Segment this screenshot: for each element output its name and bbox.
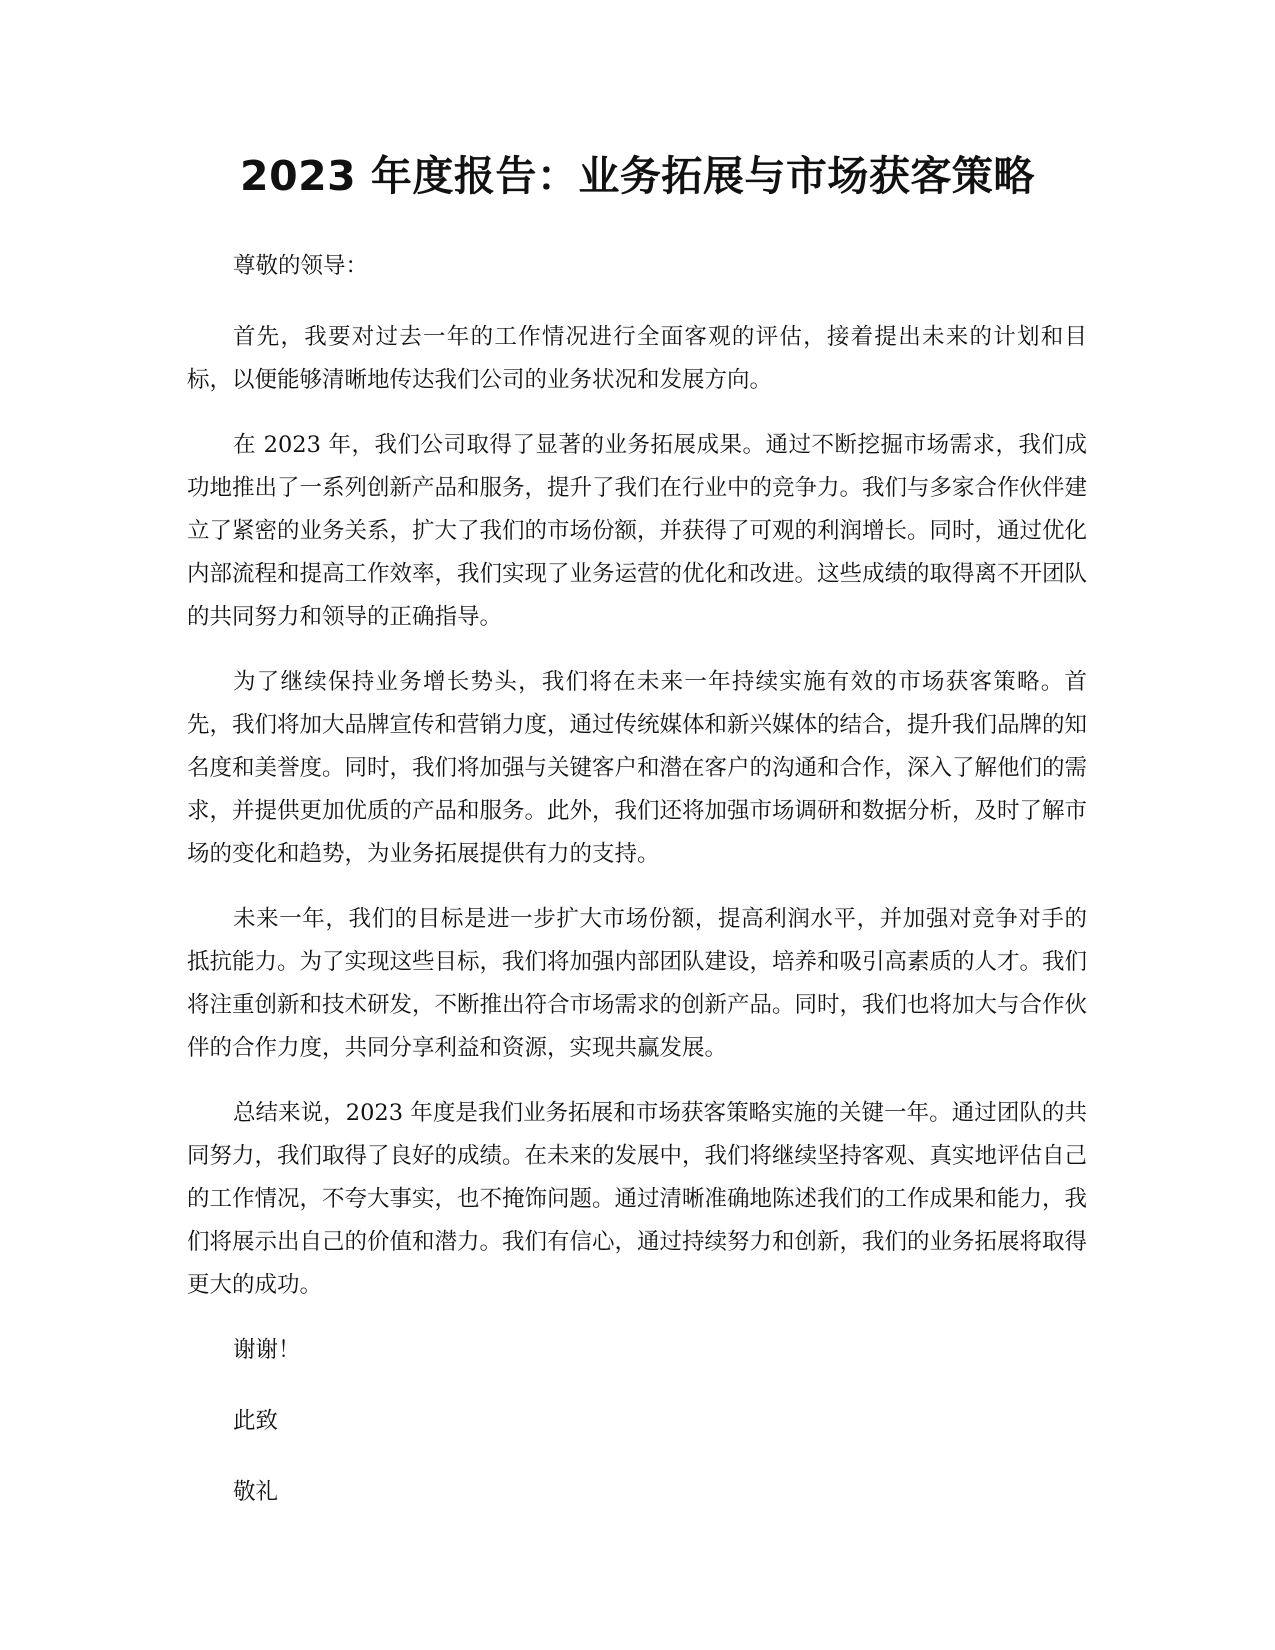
page-title: 2023 年度报告：业务拓展与市场获客策略 (240, 152, 1035, 200)
closing-regards-2: 敬礼 (233, 1479, 279, 1505)
paragraph-goals: 未来一年，我们的目标是进一步扩大市场份额，提高利润水平，并加强对竞争对手的抵抗能力。为了实现这些目标，我们将加强内部团队建设，培养和吸引高素质的人才。我们将注重创新和技术研发，不断推出符合市场需求的创新产品。同时，我们也将加大与合作伙伴的合作力度，共同分享利益和资源，实现共赢发展。 (187, 906, 1088, 1061)
closing-thanks: 谢谢！ (233, 1337, 301, 1363)
paragraph-achievements: 在 2023 年，我们公司取得了显著的业务拓展成果。通过不断挖掘市场需求，我们成功地推出了一系列创新产品和服务，提升了我们在行业中的竞争力。我们与多家合作伙伴建立了紧密的业务关系，扩大了我们的市场份额，并获得了可观的利润增长。同时，通过优化内部流程和提高工作效率，我们实现了业务运营的优化和改进。这些成绩的取得离不开团队的共同努力和领导的正确指导。 (187, 432, 1088, 630)
paragraph-strategy: 为了继续保持业务增长势头，我们将在未来一年持续实施有效的市场获客策略。首先，我们将加大品牌宣传和营销力度，通过传统媒体和新兴媒体的结合，提升我们品牌的知名度和美誉度。同时，我们将加强与关键客户和潜在客户的沟通和合作，深入了解他们的需求，并提供更加优质的产品和服务。此外，我们还将加强市场调研和数据分析，及时了解市场的变化和趋势，为业务拓展提供有力的支持。 (187, 669, 1088, 867)
salutation: 尊敬的领导： (233, 253, 369, 279)
closing-regards-1: 此致 (233, 1408, 279, 1434)
paragraph-intro: 首先，我要对过去一年的工作情况进行全面客观的评估，接着提出未来的计划和目标，以便能够清晰地传达我们公司的业务状况和发展方向。 (187, 324, 1087, 393)
document-body (187, 245, 1087, 1542)
paragraph-summary: 总结来说，2023 年度是我们业务拓展和市场获客策略实施的关键一年。通过团队的共同努力，我们取得了良好的成绩。在未来的发展中，我们将继续坚持客观、真实地评估自己的工作情况，不夸大事实，也不掩饰问题。通过清晰准确地陈述我们的工作成果和能力，我们将展示出自己的价值和潜力。我们有信心，通过持续努力和创新，我们的业务拓展将取得更大的成功。 (187, 1100, 1088, 1298)
